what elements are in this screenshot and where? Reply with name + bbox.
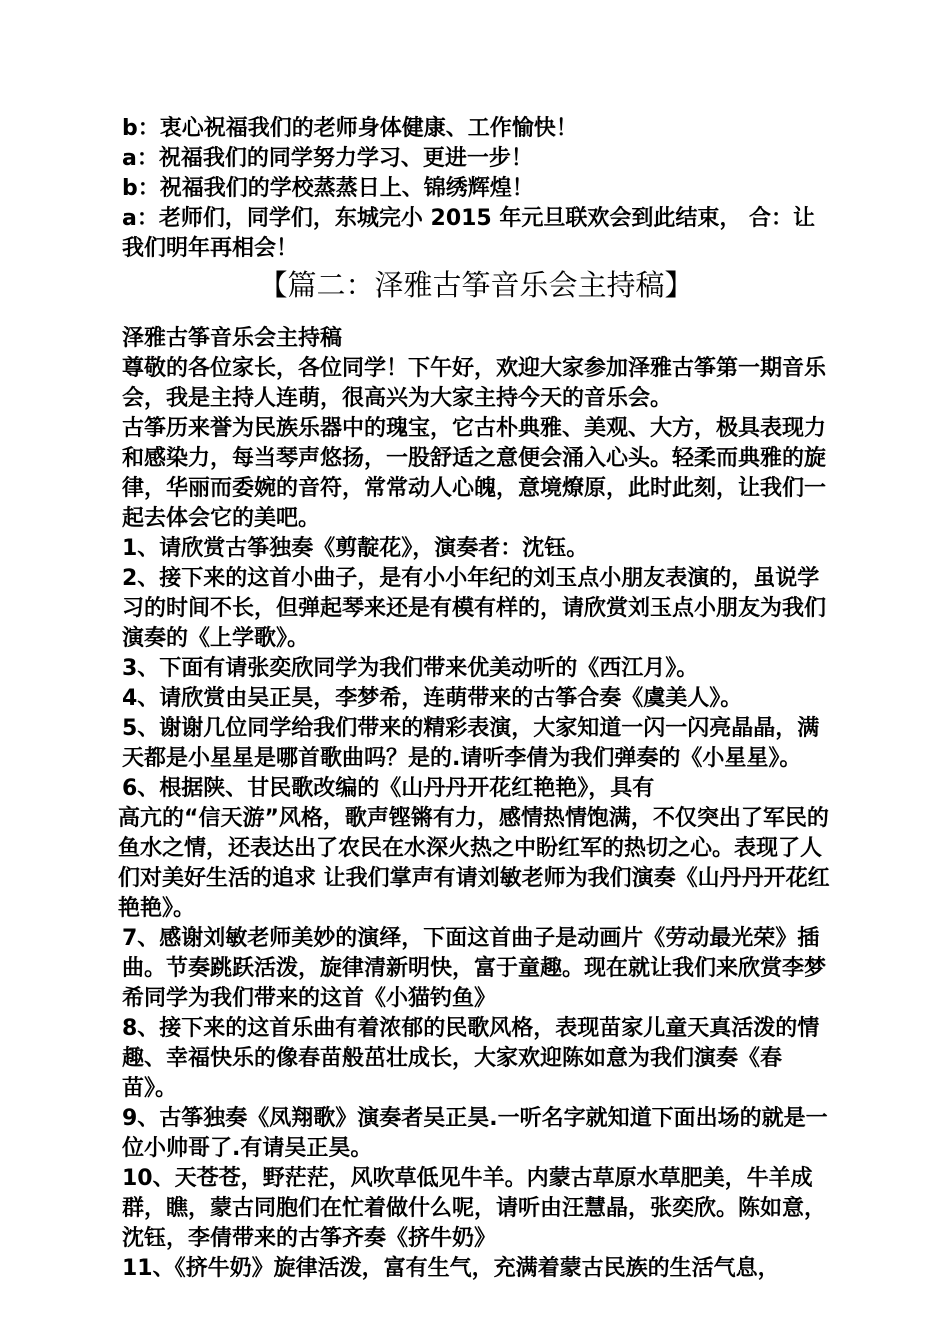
paragraph: 3、下面有请张奕欣同学为我们带来优美动听的《西江月》。 (122, 656, 699, 681)
paragraph: 4、请欣赏由吴正昊，李梦希，连萌带来的古筝合奏《虞美人》。 (122, 686, 743, 711)
section-heading: 【篇二：泽雅古筝音乐会主持稿】 (258, 268, 694, 302)
paragraph: 10、天苍苍，野茫茫，风吹草低见牛羊。内蒙古草原水草肥美，牛羊成群，瞧，蒙古同胞们在忙着做什么呢，请听由汪慧晶，张奕欣。陈如意，沈钰，李倩带来的古筝齐奏《挤牛奶》 (122, 1166, 827, 1251)
closing-line: a：老师们，同学们，东城完小 2015 年元旦联欢会到此结束， 合：让我们明年再相会！ (122, 206, 816, 261)
closing-line: a：祝福我们的同学努力学习、更进一步！ (122, 146, 533, 171)
paragraph: 6、根据陕、甘民歌改编的《山丹丹开花红艳艳》，具有 (122, 776, 655, 801)
paragraph: 古筝历来誉为民族乐器中的瑰宝，它古朴典雅、美观、大方，极具表现力和感染力，每当琴声悠扬，一股舒适之意便会涌入心头。轻柔而典雅的旋律，华丽而委婉的音符，常常动人心魄，意境燎原，此时此刻，让我们一起去体会它的美吧。 (122, 416, 827, 531)
closing-line: b：祝福我们的学校蒸蒸日上、锦绣辉煌！ (122, 176, 534, 201)
paragraph: 9、古筝独奏《凤翔歌》演奏者吴正昊.一听名字就知道下面出场的就是一位小帅哥了.有请吴正昊。 (122, 1106, 828, 1161)
paragraph: 11、《挤牛奶》旋律活泼，富有生气，充满着蒙古民族的生活气息， (122, 1256, 780, 1281)
paragraph: 2、接下来的这首小曲子，是有小小年纪的刘玉点小朋友表演的，虽说学习的时间不长，但弹起琴来还是有模有样的，请欣赏刘玉点小朋友为我们演奏的《上学歌》。 (122, 566, 827, 651)
paragraph: 8、接下来的这首乐曲有着浓郁的民歌风格，表现苗家儿童天真活泼的情趣、幸福快乐的像春苗般茁壮成长，大家欢迎陈如意为我们演奏《春苗》。 (122, 1016, 820, 1101)
paragraph: 7、感谢刘敏老师美妙的演绎，下面这首曲子是动画片《劳动最光荣》插曲。节奏跳跃活泼，旋律清新明快，富于童趣。现在就让我们来欣赏李梦希同学为我们带来的这首《小猫钓鱼》 (122, 926, 827, 1011)
document-body (118, 114, 834, 1284)
paragraph: 5、谢谢几位同学给我们带来的精彩表演，大家知道一闪一闪亮晶晶，满天都是小星星是哪首歌曲吗？是的.请听李倩为我们弹奏的《小星星》。 (122, 716, 820, 771)
document-title: 泽雅古筝音乐会主持稿 (122, 326, 343, 351)
closing-line: b：衷心祝福我们的老师身体健康、工作愉快！ (122, 116, 578, 141)
paragraph: 1、请欣赏古筝独奏《剪靛花》，演奏者：沈钰。 (122, 536, 589, 561)
paragraph: 高亢的“信天游”风格，歌声铿锵有力，感情热情饱满，不仅突出了军民的鱼水之情，还表达出了农民在水深火热之中盼红军的热切之心。表现了人们对美好生活的追求 让我们掌声有请刘敏老师为我们演奏《山丹丹开花红艳艳》。 (118, 806, 830, 921)
paragraph: 尊敬的各位家长，各位同学！下午好，欢迎大家参加泽雅古筝第一期音乐会，我是主持人连萌，很高兴为大家主持今天的音乐会。 (122, 356, 827, 411)
